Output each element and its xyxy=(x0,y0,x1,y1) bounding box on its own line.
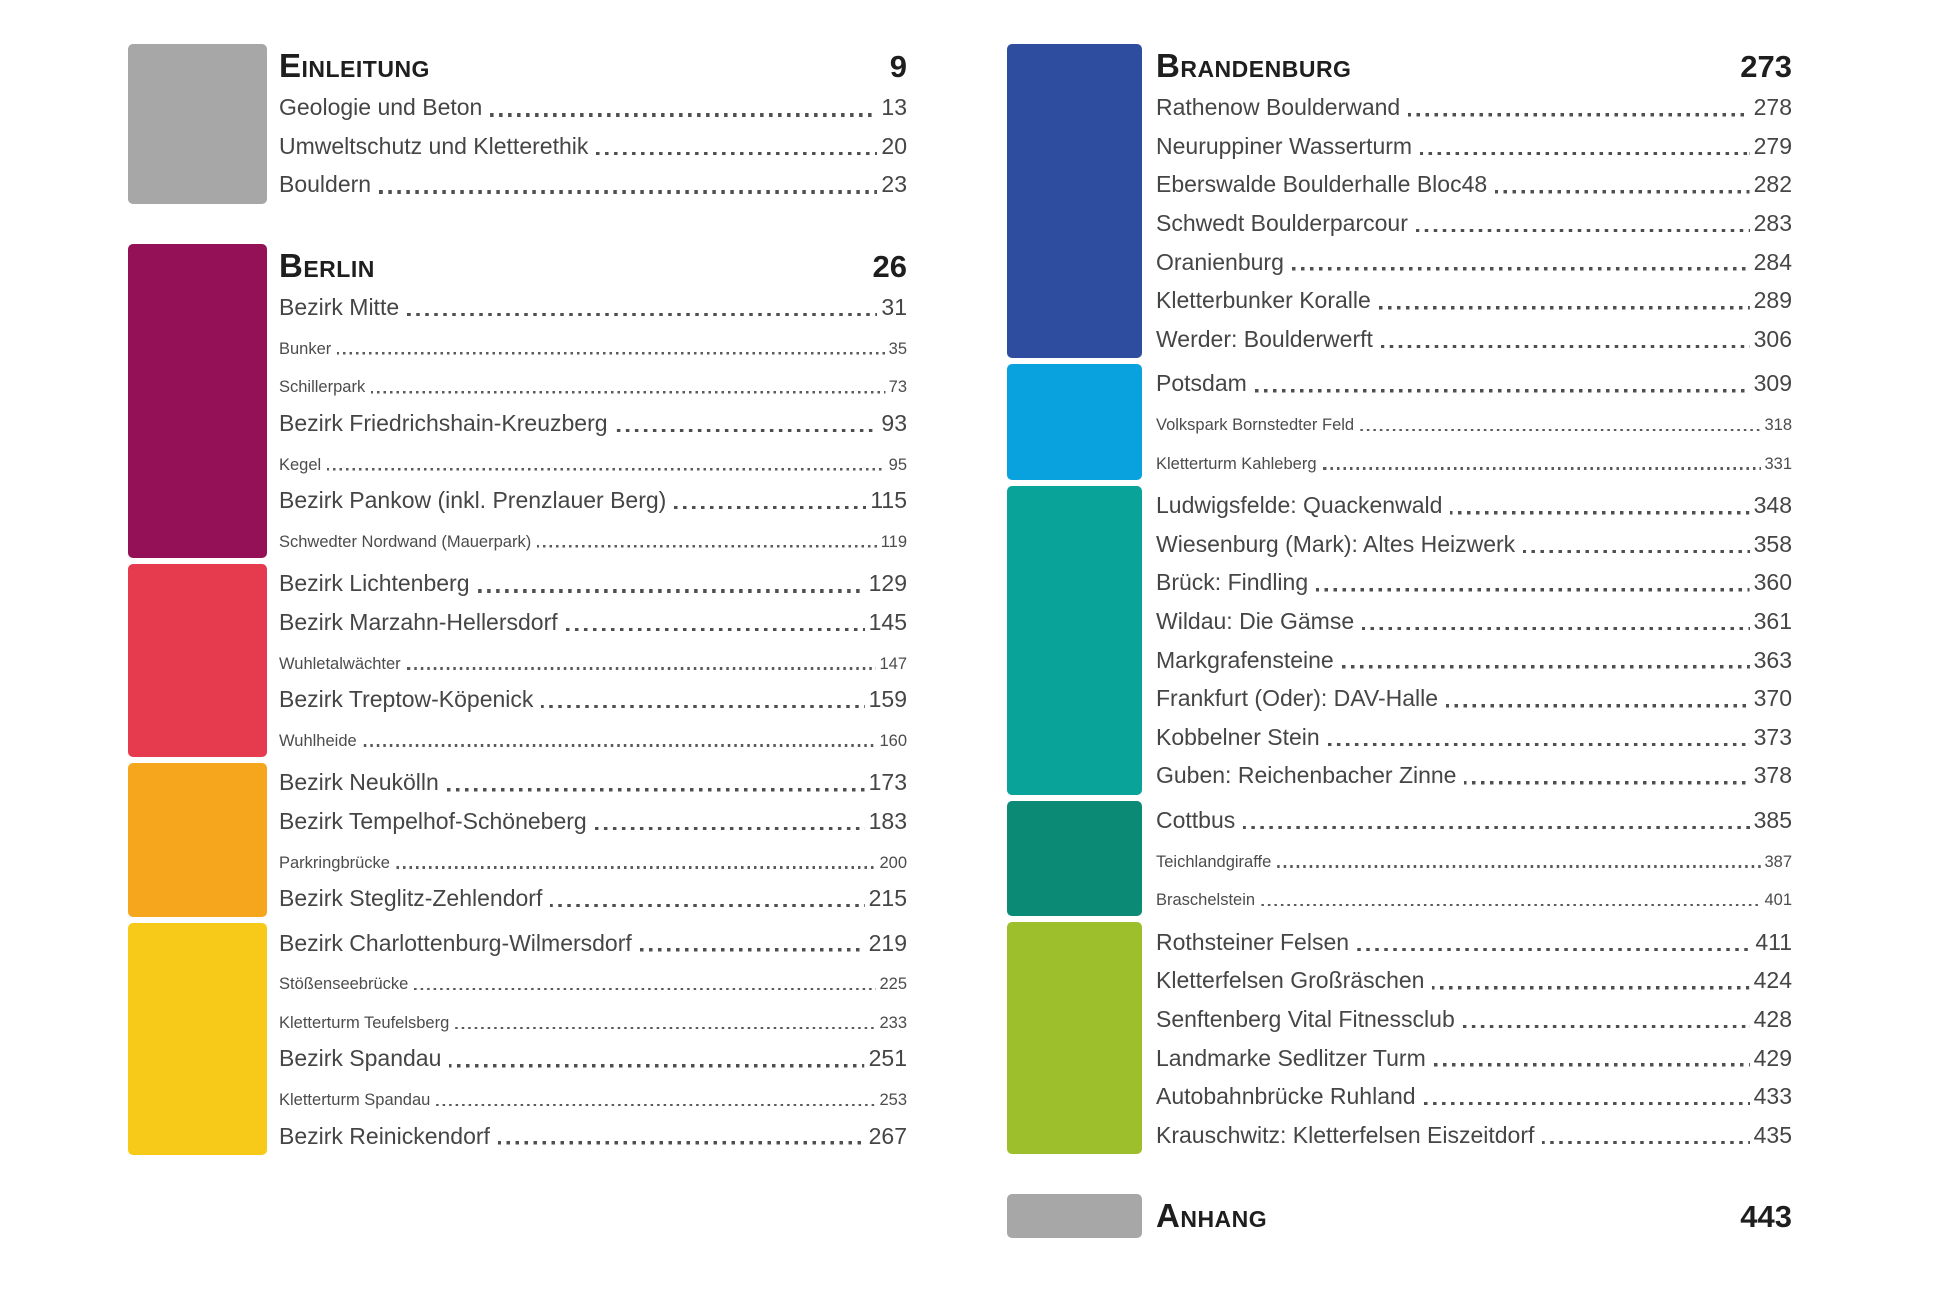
toc-entry xyxy=(1156,961,1792,1000)
entry-page-number: 348 xyxy=(1753,492,1792,519)
entry-label: Parkringbrücke xyxy=(279,853,390,872)
section-color-swatch xyxy=(1007,44,1142,358)
toc-entry xyxy=(1156,756,1792,795)
toc-entry xyxy=(279,923,907,962)
section-page-number: 273 xyxy=(1740,49,1792,84)
entry-page-number: 115 xyxy=(870,487,907,514)
section-page-number: 9 xyxy=(889,49,907,84)
entry-page-number: 251 xyxy=(868,1045,907,1072)
toc-subentry xyxy=(279,641,907,680)
toc-subentry xyxy=(279,718,907,757)
dotted-leader xyxy=(1379,306,1750,310)
entry-label: Bezirk Steglitz-Zehlendorf xyxy=(279,884,543,911)
dotted-leader xyxy=(566,628,865,632)
entry-page-number: 200 xyxy=(879,853,907,872)
entry-page-number: 361 xyxy=(1753,608,1792,635)
dotted-leader xyxy=(407,667,877,670)
dotted-leader xyxy=(363,744,877,747)
section-heading xyxy=(1156,44,1792,88)
entry-page-number: 93 xyxy=(881,409,907,436)
entry-label: Ludwigsfelde: Quackenwald xyxy=(1156,492,1443,519)
entry-label: Schwedter Nordwand (Mauerpark) xyxy=(279,532,532,551)
toc-subentry xyxy=(279,962,907,1001)
dotted-leader xyxy=(1464,781,1749,785)
entry-label: Krauschwitz: Kletterfelsen Eiszeitdorf xyxy=(1156,1121,1535,1148)
entry-page-number: 129 xyxy=(868,570,907,597)
entry-page-number: 159 xyxy=(868,686,907,713)
toc-entry xyxy=(1156,718,1792,757)
entry-label: Bezirk Charlottenburg-Wilmersdorf xyxy=(279,929,632,956)
entry-label: Bezirk Friedrichshain-Kreuzberg xyxy=(279,409,608,436)
toc-column-left xyxy=(128,44,907,1155)
dotted-leader xyxy=(455,1027,876,1030)
toc-subentry xyxy=(279,519,907,558)
toc-entry xyxy=(1156,165,1792,204)
entry-page-number: 429 xyxy=(1753,1044,1792,1071)
entry-page-number: 278 xyxy=(1753,94,1792,121)
entry-page-number: 411 xyxy=(1755,928,1792,955)
dotted-leader xyxy=(414,988,876,991)
entry-page-number: 267 xyxy=(868,1122,907,1149)
entry-label: Kletterbunker Koralle xyxy=(1156,287,1371,314)
dotted-leader xyxy=(327,468,885,471)
toc-section xyxy=(1007,364,1792,480)
entry-page-number: 233 xyxy=(879,1013,907,1032)
dotted-leader xyxy=(1463,1025,1750,1029)
entry-page-number: 424 xyxy=(1753,967,1792,994)
dotted-leader xyxy=(1432,986,1749,990)
section-content xyxy=(279,244,907,558)
toc-subentry xyxy=(1156,441,1792,480)
toc-section xyxy=(1007,801,1792,917)
entry-label: Bezirk Tempelhof-Schöneberg xyxy=(279,807,587,834)
section-content xyxy=(1156,1194,1792,1238)
entry-label: Cottbus xyxy=(1156,806,1236,833)
toc-entry xyxy=(279,1039,907,1078)
entry-page-number: 73 xyxy=(888,378,907,397)
section-title: Anhang xyxy=(1156,1197,1268,1235)
entry-label: Potsdam xyxy=(1156,370,1247,397)
toc-entry xyxy=(279,481,907,520)
section-heading xyxy=(279,244,907,288)
toc-entry xyxy=(1156,640,1792,679)
toc-subentry xyxy=(1156,403,1792,442)
section-content xyxy=(1156,801,1792,917)
dotted-leader xyxy=(1381,345,1750,349)
entry-page-number: 358 xyxy=(1753,530,1792,557)
toc-entry xyxy=(1156,127,1792,166)
dotted-leader xyxy=(1277,865,1761,868)
dotted-leader xyxy=(379,190,877,194)
entry-page-number: 284 xyxy=(1753,248,1792,275)
entry-label: Brück: Findling xyxy=(1156,569,1309,596)
dotted-leader xyxy=(1316,588,1750,592)
section-color-swatch xyxy=(1007,922,1142,1154)
section-color-swatch xyxy=(128,923,267,1155)
entry-page-number: 279 xyxy=(1753,132,1792,159)
dotted-leader xyxy=(478,589,865,593)
entry-label: Wuhlheide xyxy=(279,731,357,750)
entry-label: Wildau: Die Gämse xyxy=(1156,608,1355,635)
dotted-leader xyxy=(1408,113,1749,117)
entry-label: Volkspark Bornstedter Feld xyxy=(1156,416,1355,435)
entry-page-number: 363 xyxy=(1753,646,1792,673)
dotted-leader xyxy=(436,1104,876,1107)
entry-label: Bezirk Lichtenberg xyxy=(279,570,470,597)
entry-page-number: 283 xyxy=(1753,210,1792,237)
toc-entry xyxy=(279,88,907,127)
section-color-swatch xyxy=(1007,364,1142,480)
dotted-leader xyxy=(396,866,877,869)
toc-subentry xyxy=(279,326,907,365)
dotted-leader xyxy=(1357,948,1751,952)
dotted-leader xyxy=(337,352,885,355)
toc-entry xyxy=(279,404,907,443)
section-color-swatch xyxy=(128,244,267,558)
entry-label: Rothsteiner Felsen xyxy=(1156,928,1350,955)
toc-entry xyxy=(279,603,907,642)
toc-section xyxy=(1007,922,1792,1154)
entry-label: Stößenseebrücke xyxy=(279,975,409,994)
entry-label: Werder: Boulderwerft xyxy=(1156,325,1373,352)
entry-page-number: 373 xyxy=(1753,723,1792,750)
section-content xyxy=(1156,486,1792,795)
toc-entry xyxy=(1156,1115,1792,1154)
entry-page-number: 219 xyxy=(868,929,907,956)
entry-page-number: 145 xyxy=(868,608,907,635)
section-page-number: 443 xyxy=(1740,1199,1792,1235)
entry-label: Kletterturm Spandau xyxy=(279,1091,431,1110)
dotted-leader xyxy=(1292,267,1750,271)
toc-subentry xyxy=(279,840,907,879)
entry-label: Frankfurt (Oder): DAV-Halle xyxy=(1156,685,1439,712)
toc-entry xyxy=(1156,1038,1792,1077)
entry-label: Bouldern xyxy=(279,171,372,198)
entry-label: Kletterfelsen Großräschen xyxy=(1156,967,1425,994)
dotted-leader xyxy=(1424,1102,1750,1106)
entry-label: Geologie und Beton xyxy=(279,94,483,121)
toc-section xyxy=(128,44,907,204)
dotted-leader xyxy=(674,506,866,510)
section-color-swatch xyxy=(128,564,267,757)
dotted-leader xyxy=(1323,467,1762,470)
entry-page-number: 387 xyxy=(1764,852,1792,871)
section-content xyxy=(279,763,907,917)
entry-page-number: 370 xyxy=(1753,685,1792,712)
entry-label: Braschelstein xyxy=(1156,891,1256,910)
toc-entry xyxy=(1156,801,1792,840)
dotted-leader xyxy=(596,152,877,156)
entry-label: Kletterturm Teufelsberg xyxy=(279,1013,450,1032)
toc-section xyxy=(128,244,907,558)
dotted-leader xyxy=(490,113,877,117)
entry-page-number: 215 xyxy=(868,884,907,911)
entry-label: Bezirk Marzahn-Hellersdorf xyxy=(279,608,558,635)
entry-label: Kobbelner Stein xyxy=(1156,723,1320,750)
toc-entry xyxy=(279,680,907,719)
entry-label: Neuruppiner Wasserturm xyxy=(1156,132,1413,159)
entry-label: Wuhletalwächter xyxy=(279,654,401,673)
entry-label: Bezirk Neukölln xyxy=(279,769,439,796)
toc-entry xyxy=(279,165,907,204)
entry-page-number: 309 xyxy=(1753,370,1792,397)
section-content xyxy=(1156,922,1792,1154)
entry-label: Schwedt Boulderparcour xyxy=(1156,210,1408,237)
toc-subentry xyxy=(279,365,907,404)
toc-subentry xyxy=(279,1078,907,1117)
toc-entry xyxy=(1156,563,1792,602)
section-content xyxy=(279,564,907,757)
section-content xyxy=(1156,44,1792,358)
dotted-leader xyxy=(498,1141,865,1145)
entry-page-number: 378 xyxy=(1753,762,1792,789)
toc-section xyxy=(128,923,907,1155)
toc-entry xyxy=(1156,922,1792,961)
entry-page-number: 20 xyxy=(881,132,907,159)
section-title: Berlin xyxy=(279,246,375,284)
entry-label: Senftenberg Vital Fitnessclub xyxy=(1156,1005,1455,1032)
dotted-leader xyxy=(449,1064,864,1068)
section-content xyxy=(279,44,907,204)
toc-entry xyxy=(1156,204,1792,243)
dotted-leader xyxy=(1328,743,1750,747)
entry-label: Bezirk Mitte xyxy=(279,294,400,321)
entry-page-number: 35 xyxy=(888,339,907,358)
section-heading xyxy=(279,44,907,88)
entry-page-number: 306 xyxy=(1753,325,1792,352)
entry-label: Autobahnbrücke Ruhland xyxy=(1156,1083,1416,1110)
entry-page-number: 225 xyxy=(879,975,907,994)
dotted-leader xyxy=(1450,511,1749,515)
dotted-leader xyxy=(447,788,865,792)
toc-entry xyxy=(1156,525,1792,564)
entry-label: Wiesenburg (Mark): Altes Heizwerk xyxy=(1156,530,1516,557)
section-color-swatch xyxy=(1007,801,1142,917)
toc-entry xyxy=(1156,281,1792,320)
entry-page-number: 331 xyxy=(1764,454,1792,473)
toc-entry xyxy=(1156,1077,1792,1116)
dotted-leader xyxy=(1243,826,1749,830)
toc-entry xyxy=(279,802,907,841)
toc-entry xyxy=(1156,1000,1792,1039)
section-content xyxy=(1156,364,1792,480)
toc-entry xyxy=(1156,602,1792,641)
toc-entry xyxy=(279,288,907,327)
entry-label: Oranienburg xyxy=(1156,248,1284,275)
toc-section xyxy=(128,763,907,917)
dotted-leader xyxy=(1360,429,1761,432)
toc-entry xyxy=(1156,364,1792,403)
toc-entry xyxy=(279,879,907,918)
entry-page-number: 289 xyxy=(1753,287,1792,314)
dotted-leader xyxy=(1362,627,1750,631)
entry-label: Bezirk Spandau xyxy=(279,1045,442,1072)
dotted-leader xyxy=(1523,550,1749,554)
dotted-leader xyxy=(1446,704,1750,708)
entry-label: Landmarke Sedlitzer Turm xyxy=(1156,1044,1426,1071)
toc-subentry xyxy=(279,1000,907,1039)
dotted-leader xyxy=(1255,389,1750,393)
dotted-leader xyxy=(1434,1063,1750,1067)
toc-column-right xyxy=(1007,44,1792,1238)
toc-entry xyxy=(279,1116,907,1155)
toc-entry xyxy=(1156,679,1792,718)
entry-page-number: 385 xyxy=(1753,806,1792,833)
entry-label: Guben: Reichenbacher Zinne xyxy=(1156,762,1457,789)
dotted-leader xyxy=(407,313,877,317)
toc-entry xyxy=(1156,242,1792,281)
toc-entry xyxy=(279,127,907,166)
entry-page-number: 253 xyxy=(879,1091,907,1110)
dotted-leader xyxy=(371,391,885,394)
toc-subentry xyxy=(279,442,907,481)
entry-label: Bunker xyxy=(279,339,332,358)
dotted-leader xyxy=(616,429,878,433)
entry-page-number: 401 xyxy=(1764,891,1792,910)
toc-entry xyxy=(279,564,907,603)
entry-page-number: 23 xyxy=(881,171,907,198)
section-heading xyxy=(1156,1194,1792,1238)
toc-section xyxy=(1007,44,1792,358)
section-color-swatch xyxy=(1007,486,1142,795)
dotted-leader xyxy=(640,948,865,952)
entry-page-number: 183 xyxy=(868,807,907,834)
entry-page-number: 428 xyxy=(1753,1005,1792,1032)
entry-page-number: 119 xyxy=(880,532,907,551)
entry-label: Kegel xyxy=(279,455,322,474)
toc-entry xyxy=(1156,88,1792,127)
dotted-leader xyxy=(537,545,877,548)
entry-page-number: 282 xyxy=(1753,171,1792,198)
section-color-swatch xyxy=(1007,1194,1142,1238)
section-title: Brandenburg xyxy=(1156,47,1352,84)
dotted-leader xyxy=(1495,190,1749,194)
entry-page-number: 318 xyxy=(1764,416,1792,435)
dotted-leader xyxy=(1416,229,1750,233)
dotted-leader xyxy=(550,904,864,908)
toc-subentry xyxy=(1156,878,1792,917)
entry-page-number: 435 xyxy=(1753,1121,1792,1148)
entry-label: Bezirk Pankow (inkl. Prenzlauer Berg) xyxy=(279,487,667,514)
dotted-leader xyxy=(1342,665,1750,669)
toc-entry xyxy=(1156,320,1792,359)
dotted-leader xyxy=(1261,904,1761,907)
entry-label: Bezirk Reinickendorf xyxy=(279,1122,490,1149)
dotted-leader xyxy=(595,827,865,831)
entry-label: Kletterturm Kahleberg xyxy=(1156,454,1317,473)
entry-label: Umweltschutz und Kletterethik xyxy=(279,132,589,159)
entry-page-number: 13 xyxy=(881,94,907,121)
dotted-leader xyxy=(1420,152,1750,156)
dotted-leader xyxy=(1542,1141,1749,1145)
toc-section xyxy=(1007,1194,1792,1238)
toc-subentry xyxy=(1156,839,1792,878)
entry-label: Eberswalde Boulderhalle Bloc48 xyxy=(1156,171,1488,198)
toc-section xyxy=(128,564,907,757)
toc-entry xyxy=(1156,486,1792,525)
entry-page-number: 31 xyxy=(881,294,907,321)
section-color-swatch xyxy=(128,763,267,917)
entry-label: Schillerpark xyxy=(279,378,366,397)
entry-page-number: 160 xyxy=(879,731,907,750)
entry-page-number: 433 xyxy=(1753,1083,1792,1110)
section-content xyxy=(279,923,907,1155)
entry-label: Teichlandgiraffe xyxy=(1156,852,1272,871)
section-color-swatch xyxy=(128,44,267,204)
entry-label: Rathenow Boulderwand xyxy=(1156,94,1401,121)
entry-label: Bezirk Treptow-Köpenick xyxy=(279,686,534,713)
entry-label: Markgrafensteine xyxy=(1156,646,1334,673)
entry-page-number: 360 xyxy=(1753,569,1792,596)
dotted-leader xyxy=(541,705,864,709)
entry-page-number: 173 xyxy=(868,769,907,796)
entry-page-number: 95 xyxy=(888,455,907,474)
section-title: Einleitung xyxy=(279,47,430,84)
toc-section xyxy=(1007,486,1792,795)
toc-entry xyxy=(279,763,907,802)
section-page-number: 26 xyxy=(872,248,907,284)
entry-page-number: 147 xyxy=(879,654,907,673)
